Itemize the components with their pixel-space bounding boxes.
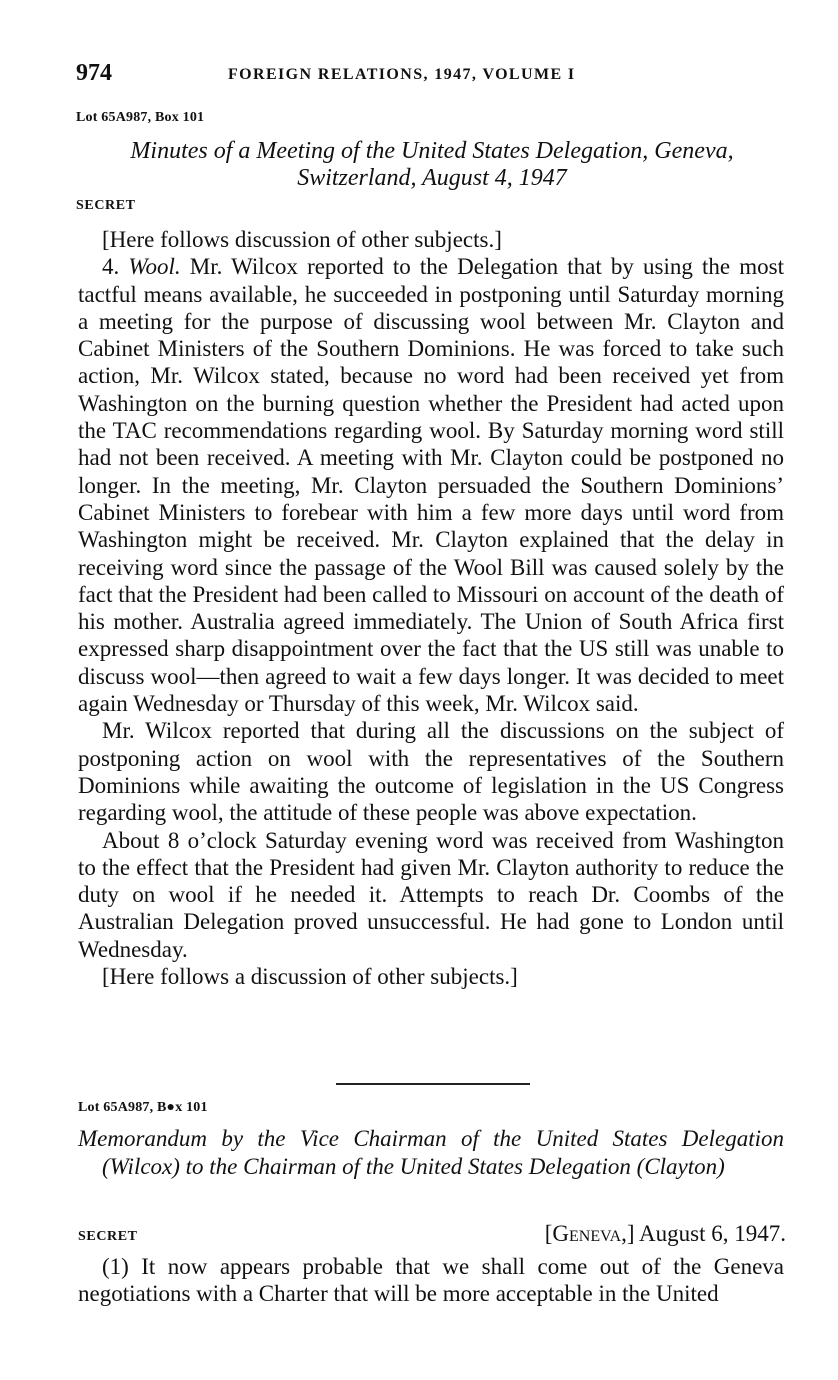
dateline <box>545 1221 786 1247</box>
section-divider <box>336 1083 530 1085</box>
dateline-place: [Geneva,] <box>544 1221 635 1246</box>
lot-reference-2: Lot 65A987, B●x 101 <box>78 1100 208 1115</box>
running-head: FOREIGN RELATIONS, 1947, VOLUME I <box>228 66 576 83</box>
page-number: 974 <box>76 60 112 86</box>
classification-label-2: SECRET <box>78 1229 138 1244</box>
memorandum-body <box>78 1253 784 1308</box>
paragraph-authority: About 8 o’clock Saturday evening word was received from Washington to the effect that the President had given Mr. Clayton authority to reduce the duty on wool if he needed it. Attempts to reach Dr. Coombs of the Australian Delegation proved unsuccessful. He had gone to London until Wednesday. <box>78 827 784 962</box>
paragraph-topic: Wool. <box>128 254 181 280</box>
document-title-2: Memorandum by the Vice Chairman of the United States Delegation (Wilcox) to the Chairman of the United States Delegation (Clayton) <box>78 1126 784 1179</box>
lot-reference-1: Lot 65A987, Box 101 <box>76 110 205 125</box>
paragraph-closing: [Here follows a discussion of other subjects.] <box>102 964 518 990</box>
page-header <box>76 60 788 92</box>
paragraph-attitude: Mr. Wilcox reported that during all the discussions on the subject of postponing action on wool with the representatives of the Southern Dominions while awaiting the outcome of legislation in the US Congress regarding wool, the attitude of these people was above expectation. <box>78 718 784 826</box>
document-title-1-line-1: Minutes of a Meeting of the United States Delegation, Geneva, <box>130 138 734 164</box>
paragraph-intro: [Here follows discussion of other subjects.] <box>102 227 502 252</box>
paragraph-number: 4. <box>102 254 120 280</box>
paragraph-wool-text: Mr. Wilcox reported to the Delegation that by using the most tactful means available, he succeeded in postponing until Saturday morning a meeting for the purpose of discussing wool between Mr. Clayton and Cabinet Ministers of the Southern Dominions. He was forced to take such action, Mr. Wilcox stated, because no word had been received yet from Washington on the burning question whether the President had acted upon the TAC recommendations regarding wool. By Saturday morning word still had not been received. A meeting with Mr. Clayton could be postponed no longer. In the meeting, Mr. Clayton persuaded the Southern Dominions’ Cabinet Ministers to forebear with him a few more days until word from Washington might be received. Mr. Clayton explained that the delay in receiving word since the passage of the Wool Bill was caused solely by the fact that the President had been called to Missouri on account of the death of his mother. Australia agreed immediately. The Union of South Africa first expressed sharp disappointment over the fact that the US still was unable to discuss wool—then agreed to wait a few days longer. It was decided to meet again Wednesday or Thursday of this week, Mr. Wilcox said. <box>78 254 785 717</box>
document-title-1-line-2: Switzerland, August 4, 1947 <box>297 165 567 191</box>
dateline-date: August 6, 1947. <box>639 1221 786 1246</box>
minutes-body <box>78 226 784 990</box>
paragraph-wool <box>78 253 784 717</box>
memorandum-paragraph-1: (1) It now appears probable that we shall come out of the Geneva negotiations with a Charter that will be more acceptable in the United <box>78 1254 784 1307</box>
classification-label-1: SECRET <box>76 198 136 213</box>
